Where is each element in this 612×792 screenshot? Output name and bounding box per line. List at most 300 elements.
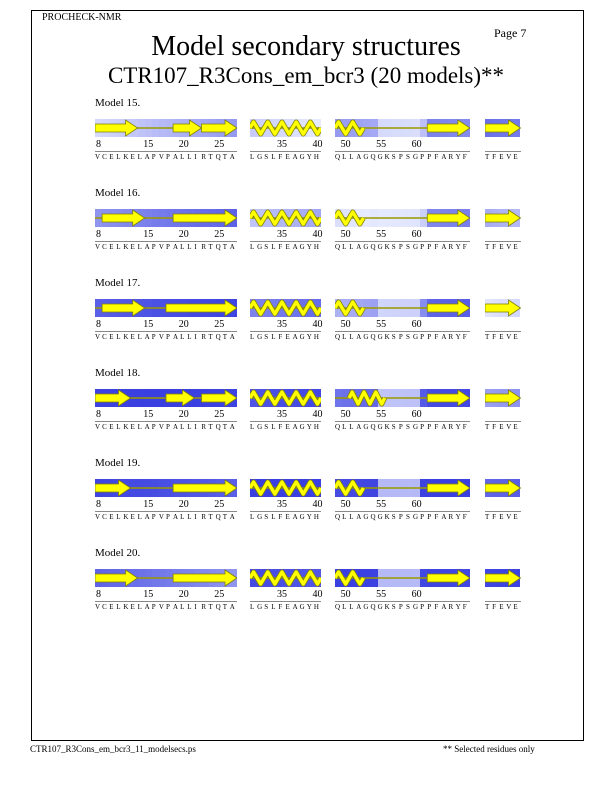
residue-letter: Q [335, 603, 341, 611]
sequence-text [250, 513, 321, 521]
residue-letter: P [151, 153, 156, 161]
residue-letter: Q [335, 333, 341, 341]
residue-tick-label: 50 [340, 229, 351, 240]
residue-letter: H [313, 603, 319, 611]
residue-letter: K [384, 333, 390, 341]
strand-arrow [173, 120, 201, 136]
shading-strip [485, 299, 521, 317]
sequence-text [485, 423, 520, 431]
residue-letter: P [398, 603, 403, 611]
sequence-text [250, 423, 321, 431]
residue-letter: L [349, 603, 354, 611]
residue-letter: S [264, 333, 269, 341]
residue-letter: H [313, 153, 319, 161]
residue-tick-label: 20 [178, 139, 189, 150]
residue-letter: E [499, 603, 504, 611]
residue-letter: V [506, 333, 512, 341]
residue-tick-label: 15 [143, 319, 154, 330]
residue-letter: G [363, 333, 369, 341]
residue-letter: Y [455, 603, 461, 611]
residue-tick-label: 35 [276, 139, 287, 150]
residue-letter: I [194, 603, 197, 611]
residue-letter: F [462, 243, 467, 251]
residue-letter: V [158, 243, 164, 251]
structure-track [250, 299, 321, 317]
residue-letter: A [292, 153, 298, 161]
shading-strip [335, 479, 470, 497]
residue-letter: R [201, 153, 207, 161]
residue-tick-label: 40 [312, 589, 323, 600]
residue-letter: C [102, 603, 107, 611]
residue-letter: V [95, 513, 101, 521]
structure-track [335, 299, 470, 317]
residue-tick-label: 8 [96, 589, 102, 600]
residue-letter: G [363, 243, 369, 251]
residue-tick-label: 55 [376, 139, 387, 150]
residue-letter: P [427, 513, 432, 521]
shading-strip [250, 479, 321, 497]
strand-arrow [202, 120, 238, 136]
residue-letter: E [499, 153, 504, 161]
residue-tick-label: 35 [276, 499, 287, 510]
residue-letter: Y [455, 243, 461, 251]
strand-arrow [485, 300, 521, 316]
residue-letter: K [384, 513, 390, 521]
residue-letter: F [492, 513, 496, 521]
residue-letter: E [130, 423, 135, 431]
strand-arrow [95, 570, 138, 586]
residue-letter: T [222, 603, 227, 611]
residue-tick-label: 60 [411, 229, 422, 240]
strand-arrow [427, 120, 470, 136]
sequence-text [485, 333, 520, 341]
residue-letter: L [271, 333, 276, 341]
residue-letter: L [116, 333, 121, 341]
residue-tick-label: 60 [411, 409, 422, 420]
residue-letter: L [250, 513, 255, 521]
residue-tick-label: 60 [411, 499, 422, 510]
residue-letter: G [377, 153, 383, 161]
residue-letter: Q [370, 513, 376, 521]
residue-tick-label: 20 [178, 589, 189, 600]
residue-tick-label: 55 [376, 229, 387, 240]
strand-arrow [95, 480, 131, 496]
sequence-text [485, 513, 520, 521]
residue-letter: Y [306, 153, 312, 161]
residue-letter: A [356, 513, 362, 521]
residue-letter: L [250, 243, 255, 251]
residue-letter: L [137, 153, 142, 161]
residue-letter: A [441, 153, 447, 161]
sequence-text [95, 423, 237, 431]
residue-letter: F [278, 153, 283, 161]
sequence-text [335, 603, 470, 611]
residue-letter: V [95, 243, 101, 251]
sequence-text [95, 603, 237, 611]
residue-letter: P [420, 333, 425, 341]
residue-letter: Q [335, 153, 341, 161]
sequence-text [335, 153, 470, 161]
residue-letter: F [278, 603, 283, 611]
sequence-rule [485, 511, 521, 512]
residue-letter: A [441, 333, 447, 341]
residue-letter: Y [306, 513, 312, 521]
residue-letter: S [391, 243, 396, 251]
residue-tick-label: 35 [276, 589, 287, 600]
sequence-rule [250, 241, 321, 242]
residue-letter: F [462, 423, 467, 431]
residue-tick-label: 50 [340, 499, 351, 510]
residue-letter: V [506, 603, 512, 611]
residue-letter: T [208, 243, 213, 251]
residue-letter: S [405, 603, 410, 611]
structure-track [95, 299, 237, 317]
residue-tick-label: 15 [143, 229, 154, 240]
sequence-rule [95, 151, 237, 152]
model-panel [0, 547, 612, 639]
residue-letter: T [222, 333, 227, 341]
residue-letter: A [441, 423, 447, 431]
shading-strip [485, 209, 521, 227]
residue-letter: F [434, 603, 439, 611]
residue-letter: G [413, 243, 419, 251]
shading-strip [485, 479, 521, 497]
residue-tick-label: 35 [276, 229, 287, 240]
residue-letter: Q [215, 513, 221, 521]
sequence-text [95, 513, 237, 521]
residue-letter: T [208, 423, 213, 431]
strand-arrow [427, 300, 470, 316]
strand-arrow [427, 570, 470, 586]
residue-tick-label: 50 [340, 589, 351, 600]
strand-arrow [427, 390, 470, 406]
residue-letter: L [187, 603, 192, 611]
residue-letter: L [349, 423, 354, 431]
residue-letter: V [158, 153, 164, 161]
residue-letter: L [187, 423, 192, 431]
residue-letter: V [506, 243, 512, 251]
shading-strip [250, 299, 321, 317]
residue-letter: G [257, 333, 263, 341]
residue-letter: P [151, 513, 156, 521]
model-panel [0, 187, 612, 279]
residue-tick-label: 55 [376, 589, 387, 600]
residue-letter: S [391, 423, 396, 431]
sequence-rule [335, 151, 470, 152]
residue-letter: T [222, 243, 227, 251]
residue-letter: A [292, 603, 298, 611]
residue-letter: L [250, 603, 255, 611]
residue-letter: L [342, 333, 347, 341]
strand-arrow [95, 120, 138, 136]
residue-letter: Y [306, 603, 312, 611]
residue-letter: P [398, 423, 403, 431]
residue-tick-label: 15 [143, 409, 154, 420]
sequence-rule [485, 421, 521, 422]
residue-letter: L [187, 153, 192, 161]
residue-letter: K [384, 423, 390, 431]
residue-letter: V [95, 423, 101, 431]
residue-letter: E [285, 513, 290, 521]
shading-strip [95, 299, 237, 317]
residue-tick-label: 8 [96, 229, 102, 240]
residue-tick-label: 60 [411, 139, 422, 150]
residue-letter: C [102, 243, 107, 251]
residue-letter: A [229, 333, 235, 341]
model-label: Model 19. [95, 457, 141, 469]
residue-letter: V [95, 603, 101, 611]
shading-strip [485, 569, 521, 587]
structure-track [335, 569, 470, 587]
residue-letter: P [398, 153, 403, 161]
sequence-rule [250, 421, 321, 422]
residue-letter: Q [215, 153, 221, 161]
residue-letter: V [506, 513, 512, 521]
residue-letter: K [384, 153, 390, 161]
residue-letter: Y [455, 153, 461, 161]
sequence-text [335, 423, 470, 431]
sequence-text [485, 603, 520, 611]
residue-letter: L [180, 603, 185, 611]
residue-tick-label: 15 [143, 139, 154, 150]
residue-letter: F [492, 243, 496, 251]
residue-tick-label: 15 [143, 499, 154, 510]
residue-letter: F [492, 603, 496, 611]
residue-letter: P [398, 333, 403, 341]
shading-strip [335, 119, 470, 137]
residue-letter: S [264, 603, 269, 611]
shading-strip [250, 389, 321, 407]
residue-letter: G [257, 243, 263, 251]
strand-arrow [202, 390, 238, 406]
residue-letter: A [144, 153, 150, 161]
sequence-text [95, 333, 237, 341]
residue-letter: I [194, 513, 197, 521]
residue-letter: S [264, 243, 269, 251]
residue-letter: E [499, 513, 504, 521]
residue-letter: L [271, 153, 276, 161]
residue-letter: G [363, 423, 369, 431]
residue-letter: G [299, 333, 305, 341]
residue-letter: F [462, 153, 467, 161]
residue-letter: E [285, 333, 290, 341]
sequence-text [95, 243, 237, 251]
sequence-rule [335, 601, 470, 602]
residue-letter: G [257, 153, 263, 161]
residue-tick-label: 50 [340, 409, 351, 420]
residue-letter: G [257, 423, 263, 431]
residue-letter: C [102, 513, 107, 521]
residue-letter: E [513, 513, 518, 521]
residue-letter: A [292, 243, 298, 251]
structure-track [95, 209, 237, 227]
residue-letter: A [173, 513, 179, 521]
residue-letter: Q [370, 333, 376, 341]
residue-letter: T [208, 333, 213, 341]
residue-letter: S [405, 333, 410, 341]
residue-letter: R [201, 243, 207, 251]
residue-tick-label: 8 [96, 139, 102, 150]
structure-track [95, 569, 237, 587]
sequence-text [335, 513, 470, 521]
residue-letter: F [278, 243, 283, 251]
residue-letter: L [137, 603, 142, 611]
residue-letter: Q [335, 243, 341, 251]
residue-letter: E [513, 153, 518, 161]
strand-arrow [166, 390, 194, 406]
residue-letter: E [513, 423, 518, 431]
residue-letter: Q [370, 243, 376, 251]
structure-track [335, 389, 470, 407]
residue-tick-label: 40 [312, 139, 323, 150]
model-panel [0, 457, 612, 549]
residue-letter: R [448, 243, 454, 251]
shading-strip [335, 569, 470, 587]
strand-arrow [102, 300, 145, 316]
residue-letter: Y [455, 423, 461, 431]
residue-letter: Q [215, 333, 221, 341]
residue-tick-label: 50 [340, 319, 351, 330]
residue-letter: F [462, 603, 467, 611]
residue-letter: L [187, 333, 192, 341]
residue-letter: R [448, 153, 454, 161]
shading-strip [250, 209, 321, 227]
residue-tick-label: 50 [340, 139, 351, 150]
residue-letter: E [109, 153, 114, 161]
sequence-text [250, 243, 321, 251]
residue-letter: E [109, 513, 114, 521]
residue-letter: P [151, 603, 156, 611]
residue-letter: L [137, 423, 142, 431]
residue-letter: L [116, 153, 121, 161]
structure-track [95, 479, 237, 497]
residue-tick-label: 60 [411, 589, 422, 600]
residue-letter: V [95, 153, 101, 161]
sequence-text [250, 153, 321, 161]
residue-letter: F [278, 333, 283, 341]
residue-letter: E [513, 333, 518, 341]
residue-letter: Y [306, 243, 312, 251]
model-panel [0, 97, 612, 189]
residue-letter: I [194, 423, 197, 431]
residue-letter: K [123, 423, 129, 431]
strand-arrow [485, 120, 521, 136]
residue-letter: F [492, 333, 496, 341]
residue-letter: P [420, 513, 425, 521]
residue-letter: P [398, 243, 403, 251]
strand-arrow [485, 480, 521, 496]
residue-letter: A [144, 243, 150, 251]
residue-letter: P [151, 333, 156, 341]
residue-letter: G [299, 243, 305, 251]
residue-letter: P [398, 513, 403, 521]
residue-letter: E [130, 603, 135, 611]
residue-letter: F [434, 153, 439, 161]
model-panel [0, 277, 612, 369]
residue-letter: L [137, 333, 142, 341]
residue-letter: L [342, 513, 347, 521]
residue-tick-label: 35 [276, 319, 287, 330]
residue-letter: G [299, 603, 305, 611]
residue-tick-label: 25 [214, 589, 225, 600]
shading-strip [335, 299, 470, 317]
page-subtitle: CTR107_R3Cons_em_bcr3 (20 models)** [107, 63, 505, 88]
residue-letter: E [130, 243, 135, 251]
residue-letter: G [377, 333, 383, 341]
structure-track [485, 479, 521, 497]
residue-letter: Q [215, 423, 221, 431]
residue-tick-label: 55 [376, 319, 387, 330]
residue-letter: V [158, 333, 164, 341]
residue-letter: T [208, 603, 213, 611]
residue-letter: S [264, 153, 269, 161]
residue-letter: K [123, 333, 129, 341]
residue-letter: L [342, 243, 347, 251]
residue-letter: H [313, 243, 319, 251]
residue-letter: L [250, 423, 255, 431]
residue-letter: L [271, 423, 276, 431]
residue-letter: S [405, 153, 410, 161]
residue-letter: Q [370, 153, 376, 161]
sequence-rule [95, 601, 237, 602]
residue-tick-label: 25 [214, 409, 225, 420]
residue-letter: T [222, 153, 227, 161]
residue-letter: A [173, 423, 179, 431]
residue-tick-label: 20 [178, 409, 189, 420]
sequence-rule [485, 151, 521, 152]
residue-letter: Q [215, 243, 221, 251]
residue-letter: S [264, 423, 269, 431]
residue-letter: C [102, 333, 107, 341]
residue-letter: L [137, 243, 142, 251]
residue-letter: A [441, 513, 447, 521]
sequence-rule [250, 151, 321, 152]
residue-letter: P [420, 153, 425, 161]
residue-letter: T [222, 423, 227, 431]
residue-tick-label: 40 [312, 319, 323, 330]
residue-letter: R [448, 333, 454, 341]
residue-tick-label: 55 [376, 499, 387, 510]
residue-letter: T [485, 603, 490, 611]
residue-letter: P [165, 423, 170, 431]
residue-letter: F [434, 423, 439, 431]
residue-letter: G [413, 603, 419, 611]
residue-tick-label: 15 [143, 589, 154, 600]
residue-letter: Q [335, 423, 341, 431]
residue-letter: T [208, 513, 213, 521]
residue-letter: S [405, 423, 410, 431]
residue-letter: E [130, 513, 135, 521]
residue-letter: A [144, 423, 150, 431]
residue-letter: E [499, 243, 504, 251]
structure-track [335, 119, 470, 137]
residue-letter: G [377, 513, 383, 521]
strand-arrow [173, 570, 237, 586]
strand-arrow [427, 210, 470, 226]
sequence-rule [95, 241, 237, 242]
shading-strip [250, 569, 321, 587]
strand-arrow [95, 390, 131, 406]
sequence-rule [335, 331, 470, 332]
sequence-rule [485, 241, 521, 242]
residue-letter: G [257, 603, 263, 611]
residue-letter: E [130, 153, 135, 161]
footer-filename: CTR107_R3Cons_em_bcr3_11_modelsecs.ps [30, 744, 196, 754]
residue-letter: K [384, 603, 390, 611]
residue-letter: F [462, 513, 467, 521]
residue-letter: A [173, 333, 179, 341]
sequence-rule [485, 331, 521, 332]
